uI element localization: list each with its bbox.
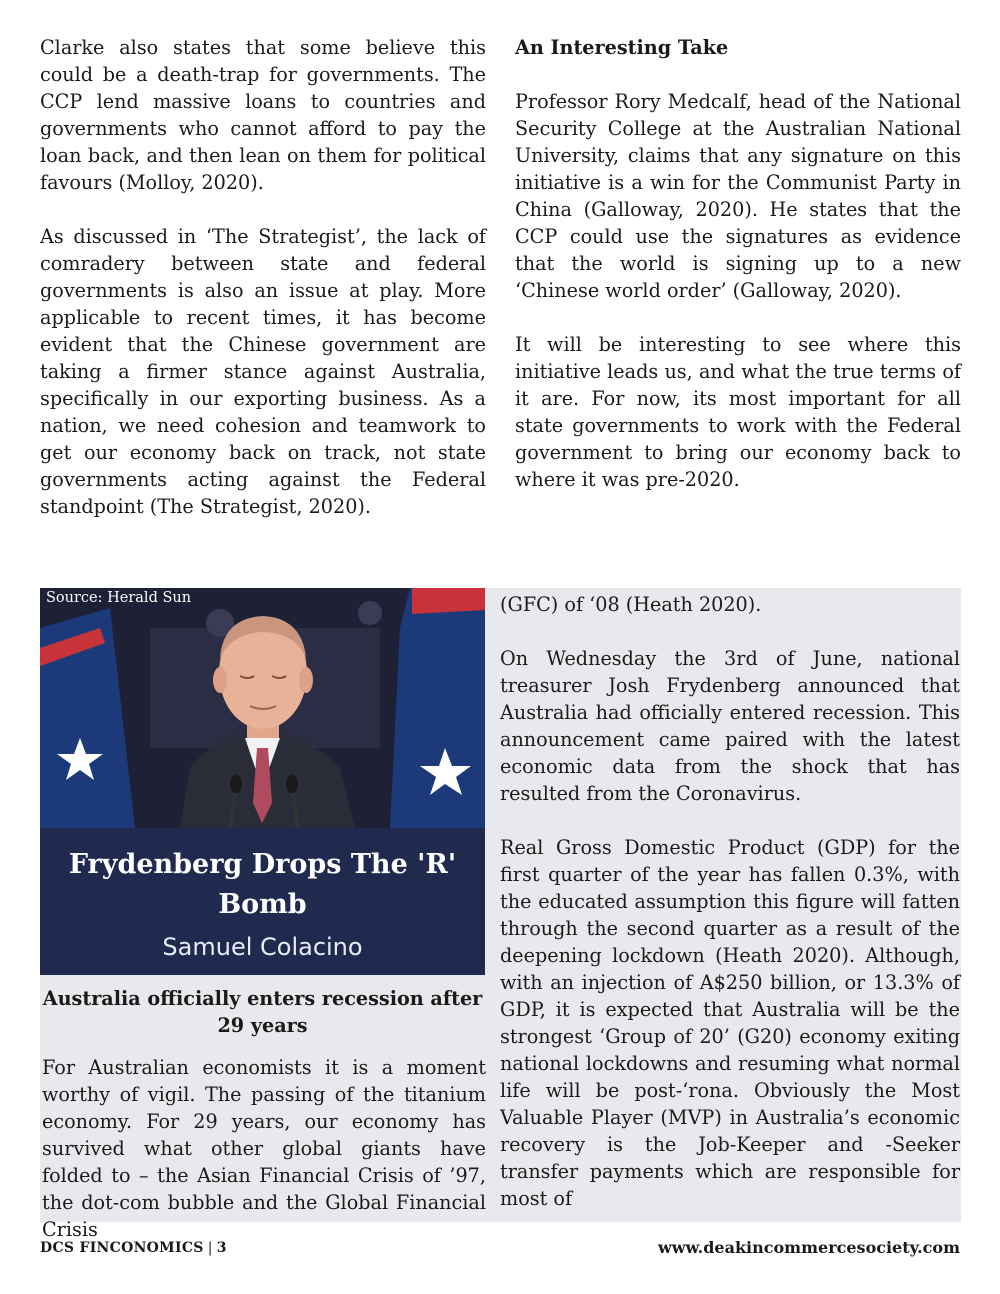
paragraph: For Australian economists it is a moment worthy of vigil. The passing of the titanium economy. For 29 years, our economy has survived what other global giants have folded to – the Asian Financial Crisis of ’97, the dot-com bubble and the Global Financial Crisis <box>42 1056 486 1241</box>
article-author: Samuel Colacino <box>162 933 363 961</box>
publication-name: DCS FINCONOMICS <box>40 1240 204 1256</box>
top-right-column <box>515 34 961 493</box>
article-title: Frydenberg Drops The 'R' Bomb <box>68 849 457 920</box>
paragraph: It will be interesting to see where this initiative leads us, and what the true terms of it are. For now, its most important for all state governments to work with the Federal government to bring our economy back to where it was pre-2020. <box>515 333 961 491</box>
paragraph: (GFC) of ‘08 (Heath 2020). <box>500 593 762 616</box>
paragraph: Clarke also states that some believe this could be a death-trap for governments. The CCP lend massive loans to countries and governments who cannot afford to pay the loan back, and then lean on them for political favours (Molloy, 2020). <box>40 36 486 194</box>
top-left-column <box>40 34 486 520</box>
paragraph: Real Gross Domestic Product (GDP) for the first quarter of the year has fallen 0.3%, with the educated assumption this figure will fatten through the second quarter as a result of the deepening lockdown (Heath 2020). Although, with an injection of A$250 billion, or 13.3% of GDP, it is expected that Australia will be the strongest ‘Group of 20’ (G20) economy exiting national lockdowns and resuming what normal life will be post-‘rona. Obviously the Most Valuable Player (MVP) in Australia’s economic recovery is the Job-Keeper and -Seeker transfer payments which are responsible for most of <box>500 836 960 1210</box>
paragraph: Professor Rory Medcalf, head of the National Security College at the Australian National University, claims that any signature on this initiative is a win for the Communist Party in China (Galloway, 2020). He states that the CCP could use the signatures as evidence that the world is signing up to a new ‘Chinese world order’ (Galloway, 2020). <box>515 90 961 302</box>
article-subtitle: Australia officially enters recession after 29 years <box>42 987 483 1037</box>
footer-separator: | <box>207 1240 213 1256</box>
footer-website-link[interactable]: www.deakincommercesociety.com <box>657 1238 960 1257</box>
paragraph: On Wednesday the 3rd of June, national treasurer Josh Frydenberg announced that Australia had officially entered recession. This announcement came paired with the latest economic data from the shock that has resulted from the Coronavirus. <box>500 647 960 805</box>
article-left-column <box>42 1054 486 1243</box>
article-title-block <box>40 828 485 975</box>
section-heading: An Interesting Take <box>515 36 729 59</box>
flag-right <box>390 588 485 828</box>
photo-caption: Source: Herald Sun <box>46 590 192 606</box>
page-number: 3 <box>216 1240 227 1256</box>
article-right-column <box>500 591 960 1212</box>
article-photo <box>40 588 485 828</box>
paragraph: As discussed in ‘The Strategist’, the lack of comradery between state and federal governments is also an issue at play. More applicable to recent times, it has become evident that the Chinese government are taking a firmer stance against Australia, specifically in our exporting business. As a nation, we need cohesion and teamwork to get our economy back on track, not state governments acting against the Federal standpoint (The Strategist, 2020). <box>40 225 486 518</box>
footer-publication <box>40 1240 227 1256</box>
photo-illustration <box>40 588 485 828</box>
